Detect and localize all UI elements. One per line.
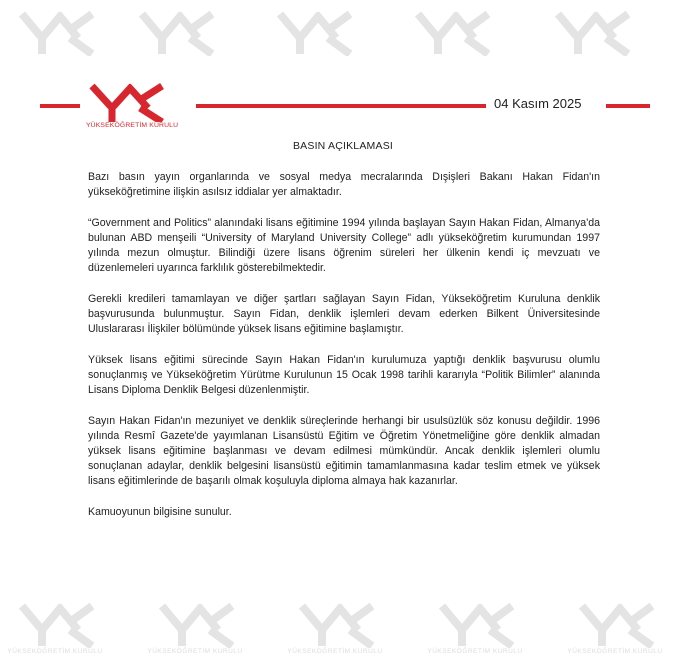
yok-watermark-icon [536,8,646,68]
yok-watermark-icon [280,600,390,660]
paragraph: “Government and Politics” alanındaki lisans eğitimine 1994 yılında başlayan Sayın Hakan Fidan, Almanya'da bulunan ABD menşeili “University of Maryland University College” adlı yükseköğretim kurumundan 1997 yılında mezun olmuştur. Bilindiği üzere lisans öğrenim süreleri her ülkenin kendi iç mevzuatı ve düzenlemeleri uyarınca farklılık gösterebilmektedir. [88,217,600,274]
paragraph: Sayın Hakan Fidan'ın mezuniyet ve denklik süreçlerinde herhangi bir usulsüzlük söz konusu değildir. 1996 yılında Resmî Gazete'de yayımlanan Lisansüstü Eğitim ve Öğretim Yönetmeliğine göre denklik almadan yüksek lisans eğitimine başlanması ve devam edilmesi mümkündür. Ancak denklik işlemleri olumlu sonuçlanan adaylar, denklik belgesini lisansüstü eğitimin tamamlanmasına kadar teslim etmek ve yüksek lisans eğitimlerinde de başarılı olmak koşuluyla diploma almaya hak kazanırlar. [88,415,600,487]
header-rule-right [606,104,650,108]
watermark-text: YÜKSEKÖĞRETİM KURULU [147,648,243,655]
yok-watermark-icon [140,600,250,660]
paragraph: Gerekli kredileri tamamlayan ve diğer şartları sağlayan Sayın Fidan, Yükseköğretim Kuruluna denklik başvurusunda bulunmuştur. Sayın Fidan, denklik işlemleri devam ederken Bilkent Üniversitesinde Uluslararası İlişkiler bölümünde yüksek lisans eğitimine başlamıştır. [88,293,600,335]
yok-watermark-icon [0,600,110,660]
yok-watermark-icon [0,8,110,68]
yok-watermark-icon [560,600,670,660]
document-date: 04 Kasım 2025 [494,96,582,111]
logo-text: YÜKSEKÖĞRETİM KURULU [86,122,179,129]
document-body [88,170,600,536]
yok-watermark-icon [120,8,230,68]
document-title: BASIN AÇIKLAMASI [292,140,394,152]
watermark-row-top [0,8,686,68]
watermark-text: YÜKSEKÖĞRETİM KURULU [7,648,103,655]
yok-watermark-icon [420,600,530,660]
header-rule-left [40,104,80,108]
watermark-text: YÜKSEKÖĞRETİM KURULU [567,648,663,655]
watermark-text: YÜKSEKÖĞRETİM KURULU [427,648,523,655]
paragraph: Yüksek lisans eğitimi sürecinde Sayın Hakan Fidan'ın kurulumuza yaptığı denklik başvurusu olumlu sonuçlanmış ve Yükseköğretim Yürütme Kurulunun 15 Ocak 1998 tarihli kararıyla “Politik Bilimler” alanında Lisans Diploma Denklik Belgesi düzenlenmiştir. [88,354,600,396]
paragraph-closing: Kamuoyunun bilgisine sunulur. [88,506,232,518]
header-rule-middle [196,104,486,108]
watermark-row-bottom [0,600,686,660]
yok-watermark-icon [396,8,506,68]
watermark-text: YÜKSEKÖĞRETİM KURULU [287,648,383,655]
yok-watermark-icon [258,8,368,68]
paragraph: Bazı basın yayın organlarında ve sosyal medya mecralarında Dışişleri Bakanı Hakan Fidan'ın yükseköğretimine ilişkin asılsız iddialar yer almaktadır. [88,171,600,198]
letterhead [0,82,686,142]
